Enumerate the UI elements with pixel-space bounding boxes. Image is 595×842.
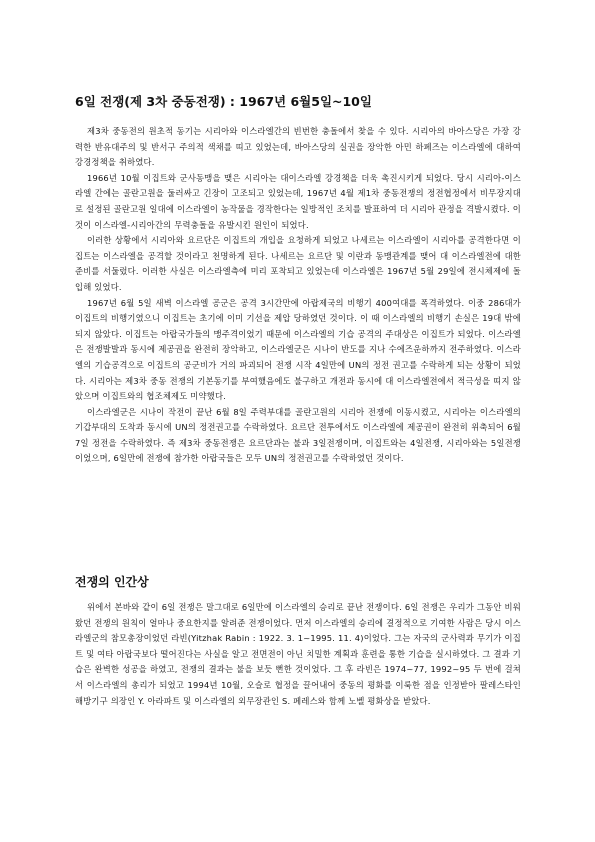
section-heading: 전쟁의 인간상 bbox=[75, 575, 149, 589]
document-title: 6일 전쟁(제 3차 중동전쟁) : 1967년 6월5일~10일 bbox=[75, 94, 372, 109]
paragraph: 이스라엘군은 시나이 작전이 끝난 6월 8일 주력부대를 골란고원의 시리아 전쟁에 이동시켰고, 시리아는 이스라엘의 기갑부대의 도착과 동시에 UN의 정전권고를 수락하였다. 요르단 전투에서도 이스라엘에 제공권이 완전히 위축되어 6월 7일 정전을 수락하였다. 즉 제3차 중동전쟁은 요르단과는 불과 3일전쟁이며, 이집트와는 4일전쟁, 시리아와는 5일전쟁이었으며, 6일만에 전쟁에 참가한 아랍국들은 모두 UN의 정전권고를 수락하였던 것이다. bbox=[75, 406, 521, 464]
body-text-section-1 bbox=[75, 124, 521, 467]
paragraph: 1967년 6월 5일 새벽 이스라엘 공군은 공격 3시간만에 아랍제국의 비행기 400여대를 폭격하였다. 이중 286대가 이집트의 비행기였으니 이집트는 초기에 이미 기선을 제압 당하였던 것이다. 이 때 이스라엘의 비행기 손실은 19대 밖에 되지 않았다. 이집트는 아랍국가들의 맹주격이었기 때문에 이스라엘의 기습 공격의 주대상은 이집트가 되었다. 이스라엘은 전쟁발발과 동시에 제공권을 완전히 장악하고, 이스라엘군은 시나이 반도를 지나 수에즈운하까지 전주하였다. 이스라엘의 기습공격으로 이집트의 공군비가 거의 파괴되어 전쟁 시작 4일만에 UN의 정전 권고를 수락하게 되는 상황이 되었다. 시리아는 제3차 중동 전쟁의 기본동기를 부여했음에도 불구하고 개전과 동시에 대 이스라엘전에서 적극성을 띠지 않았으며 이집트와의 협조체제도 미약했다. bbox=[75, 297, 521, 402]
paragraph: 이러한 상황에서 시리아와 요르단은 이집트의 개입을 요청하게 되었고 나세르는 이스라엘이 시리아를 공격한다면 이집트는 이스라엘을 공격할 것이라고 천명하게 된다. 나세르는 요르단 및 이란과 동맹관계를 맺어 대 이스라엘전에 대한 준비를 서둘렀다. 이러한 사실은 이스라엘측에 미리 포착되고 있었는데 이스라엘은 1967년 5월 29일에 전시체제에 돌입해 있었다. bbox=[75, 235, 521, 292]
paragraph: 제3차 중동전의 원초적 동기는 시리아와 이스라엘간의 빈번한 충돌에서 찾을 수 있다. 시리아의 바아스당은 가장 강력한 반유대주의 및 반서구 주의적 색채를 띠고 있었는데, 바아스당의 실권을 장악한 아민 하페즈는 이스라엘에 대하여 강경정책을 취하였다. bbox=[75, 126, 521, 168]
paragraph: 위에서 본바와 같이 6일 전쟁은 말그대로 6일만에 이스라엘의 승리로 끝난 전쟁이다. 6일 전쟁은 우리가 그동안 비워왔던 전쟁의 원칙이 얼마나 중요한지를 알려준 전쟁이었다. 먼저 이스라엘의 승리에 결정적으로 기여한 사람은 당시 이스라엘군의 참모총장이었던 라빈(Yitzhak Rabin : 1922. 3. 1~1995. 11. 4)이었다. 그는 자국의 군사력과 무기가 이집트 및 여타 아랍국보다 떨어진다는 사실을 알고 전면전이 아닌 치밀한 계획과 훈련을 통한 기습을 실시하였다. 그 결과 기습은 완벽한 성공을 하였고, 전쟁의 결과는 불을 보듯 뻔한 것이었다. 그 후 라빈은 1974~77, 1992~95 두 번에 걸쳐서 이스라엘의 총리가 되었고 1994년 10월, 오슬로 협정을 끌어내어 중동의 평화를 이룩한 점을 인정받아 팔레스타인 해방기구 의장인 Y. 아라파트 및 이스라엘의 외무장관인 S. 페레스와 함께 노벨 평화상을 받았다. bbox=[75, 602, 521, 706]
body-text-section-2 bbox=[75, 600, 521, 709]
paragraph: 1966년 10월 이집트와 군사동맹을 맺은 시리아는 대이스라엘 강경책을 더욱 촉진시키게 되었다. 당시 시리아-이스라엘 간에는 골란고원을 둘러싸고 긴장이 고조되고 있었는데, 1967년 4월 제1차 중동전쟁의 정전협정에서 비무장지대로 설정된 골란고원 일대에 이스라엘이 농작물을 경작한다는 일방적인 조치를 발표하여 더 시리아 관정을 격발시켰다. 이것이 이스라엘-시리아간의 무력충돌을 유발시킨 원인이 되었다. bbox=[75, 172, 521, 230]
